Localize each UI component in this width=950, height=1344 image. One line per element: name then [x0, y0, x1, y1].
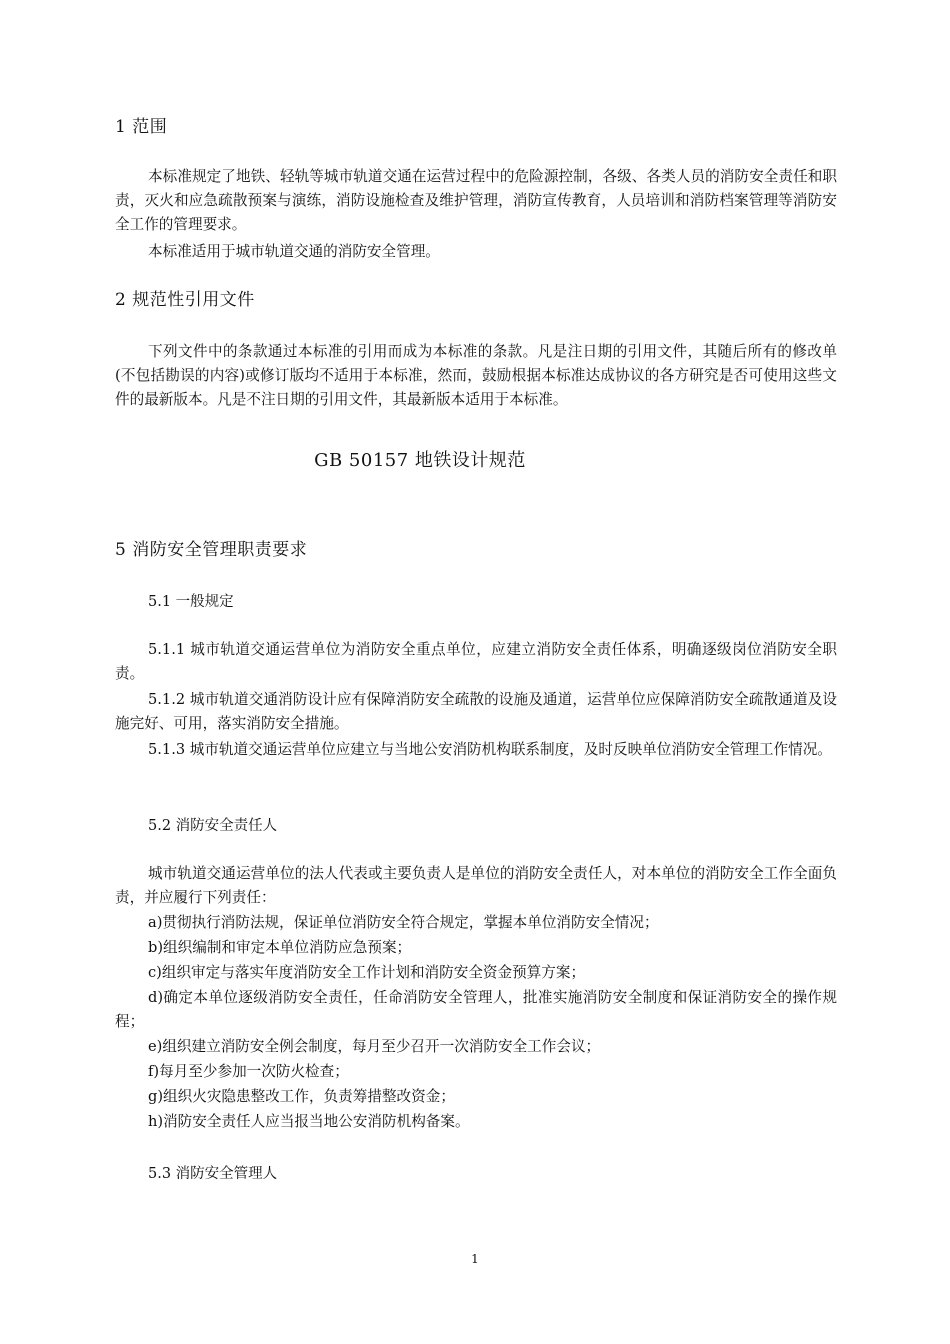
section-1-paragraph-2: 本标准适用于城市轨道交通的消防安全管理。 [148, 243, 440, 260]
subsection-5-3-heading: 5.3 消防安全管理人 [148, 1166, 278, 1182]
list-item-b: b)组织编制和审定本单位消防应急预案； [148, 939, 412, 956]
subsection-5-1-heading: 5.1 一般规定 [148, 594, 234, 610]
list-item-g: g)组织火灾隐患整改工作，负责筹措整改资金； [148, 1088, 455, 1105]
list-item-h: h)消防安全责任人应当报当地公安消防机构备案。 [148, 1113, 470, 1130]
subsection-5-2-intro: 城市轨道交通运营单位的法人代表或主要负责人是单位的消防安全责任人，对本单位的消防安全工作全面负责，并应履行下列责任： [115, 865, 837, 906]
section-2-heading: 2 规范性引用文件 [115, 290, 255, 310]
clause-5-1-3: 5.1.3 城市轨道交通运营单位应建立与当地公安消防机构联系制度，及时反映单位消防安全管理工作情况。 [148, 741, 832, 758]
list-item-d: d)确定本单位逐级消防安全责任，任命消防安全管理人，批准实施消防安全制度和保证消防安全的操作规程； [115, 989, 837, 1030]
list-item-a: a)贯彻执行消防法规，保证单位消防安全符合规定，掌握本单位消防安全情况； [148, 914, 659, 931]
list-item-c: c)组织审定与落实年度消防安全工作计划和消防安全资金预算方案； [148, 964, 586, 981]
section-5-heading: 5 消防安全管理职责要求 [115, 540, 308, 560]
list-item-e: e)组织建立消防安全例会制度，每月至少召开一次消防安全工作会议； [148, 1038, 601, 1055]
reference-document: GB 50157 地铁设计规范 [314, 450, 526, 471]
list-item-f: f)每月至少参加一次防火检查； [148, 1063, 349, 1080]
clause-5-1-2: 5.1.2 城市轨道交通消防设计应有保障消防安全疏散的设施及通道，运营单位应保障消防安全疏散通道及设施完好、可用，落实消防安全措施。 [115, 691, 837, 732]
section-1-heading: 1 范围 [115, 117, 168, 137]
subsection-5-2-heading: 5.2 消防安全责任人 [148, 818, 278, 834]
clause-5-1-1: 5.1.1 城市轨道交通运营单位为消防安全重点单位，应建立消防安全责任体系，明确逐级岗位消防安全职责。 [115, 641, 837, 682]
section-2-paragraph-1: 下列文件中的条款通过本标准的引用而成为本标准的条款。凡是注日期的引用文件，其随后所有的修改单(不包括勘误的内容)或修订版均不适用于本标准，然而，鼓励根据本标准达成协议的各方研究是否可使用这些文件的最新版本。凡是不注日期的引用文件，其最新版本适用于本标准。 [115, 343, 837, 408]
page-number: 1 [471, 1252, 479, 1266]
section-1-paragraph-1: 本标准规定了地铁、轻轨等城市轨道交通在运营过程中的危险源控制，各级、各类人员的消防安全责任和职责，灭火和应急疏散预案与演练，消防设施检查及维护管理，消防宣传教育，人员培训和消防档案管理等消防安全工作的管理要求。 [115, 168, 837, 233]
